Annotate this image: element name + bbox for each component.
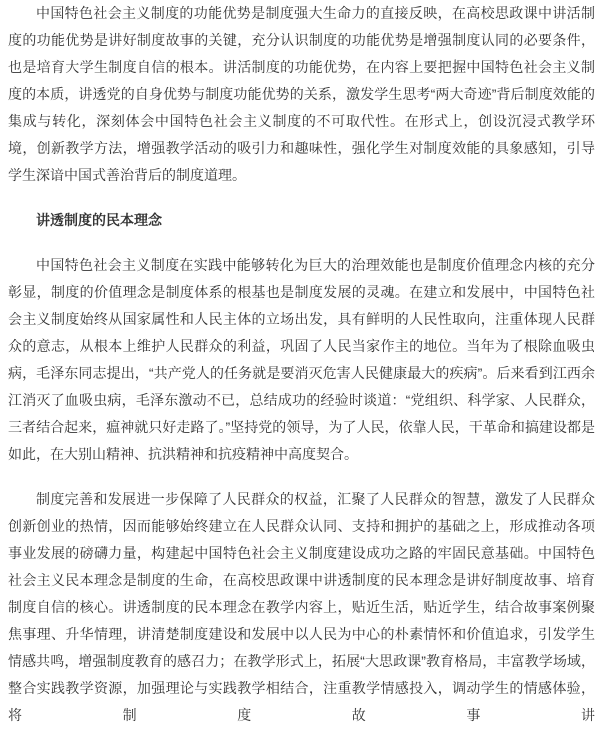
- paragraph-functional-advantages: 中国特色社会主义制度的功能优势是制度强大生命力的直接反映，在高校思政课中讲活制度的功能优势是讲好制度故事的关键，充分认识制度的功能优势是增强制度认同的必要条件，也是培育大学生制度自信的根本。讲活制度的功能优势，在内容上要把握中国特色社会主义制度的本质，讲透党的自身优势与制度功能优势的关系，激发学生思考“两大奇迹”背后制度效能的集成与转化，深刻体会中国特色社会主义制度的不可取代性。在形式上，创设沉浸式教学环境，创新教学方法，增强教学活动的吸引力和趣味性，强化学生对制度效能的具象感知，引导学生深谙中国式善治背后的制度道理。: [8, 5, 595, 183]
- paragraph-institution-improvement: 制度完善和发展进一步保障了人民群众的权益，汇聚了人民群众的智慧，激发了人民群众创新创业的热情，因而能够始终建立在人民群众认同、支持和拥护的基础之上，形成推动各项事业发展的磅礴力量，构建起中国特色社会主义制度建设成功之路的牢固民意基础。中国特色社会主义民本理念是制度的生命，在高校思政课中讲透制度的民本理念是讲好制度故事、培育制度自信的核心。讲透制度的民本理念在教学内容上，贴近生活，贴近学生，结合故事案例聚焦事理、升华情理，讲清楚制度建设和发展中以人民为中心的朴素情怀和价值追求，引发学生情感共鸣，增强制度教育的感召力；在教学形式上，拓展“大思政课”教育格局，丰富教学场域，整合实践教学资源，加强理论与实践教学相结合，注重教学情感投入，调动学生的情感体验，将制度故事讲: [8, 491, 595, 723]
- section-heading-people-centered-concept: 讲透制度的民本理念: [36, 212, 162, 228]
- paragraph-value-concept: 中国特色社会主义制度在实践中能够转化为巨大的治理效能也是制度价值理念内核的充分彰显，制度的价值理念是制度体系的根基也是制度发展的灵魂。在建立和发展中，中国特色社会主义制度始终从国家属性和人民主体的立场出发，具有鲜明的人民性取向，注重体现人民群众的意志，从根本上维护人民群众的利益，巩固了人民当家作主的地位。当年为了根除血吸虫病，毛泽东同志提出，“共产党人的任务就是要消灭危害人民健康最大的疾病”。后来看到江西余江消灭了血吸虫病，毛泽东激动不已，总结成功的经验时谈道：“党组织、科学家、人民群众，三者结合起来，瘟神就只好走路了。”坚持党的领导，为了人民，依靠人民，干革命和搞建设都是如此，在大别山精神、抗洪精神和抗疫精神中高度契合。: [8, 257, 595, 462]
